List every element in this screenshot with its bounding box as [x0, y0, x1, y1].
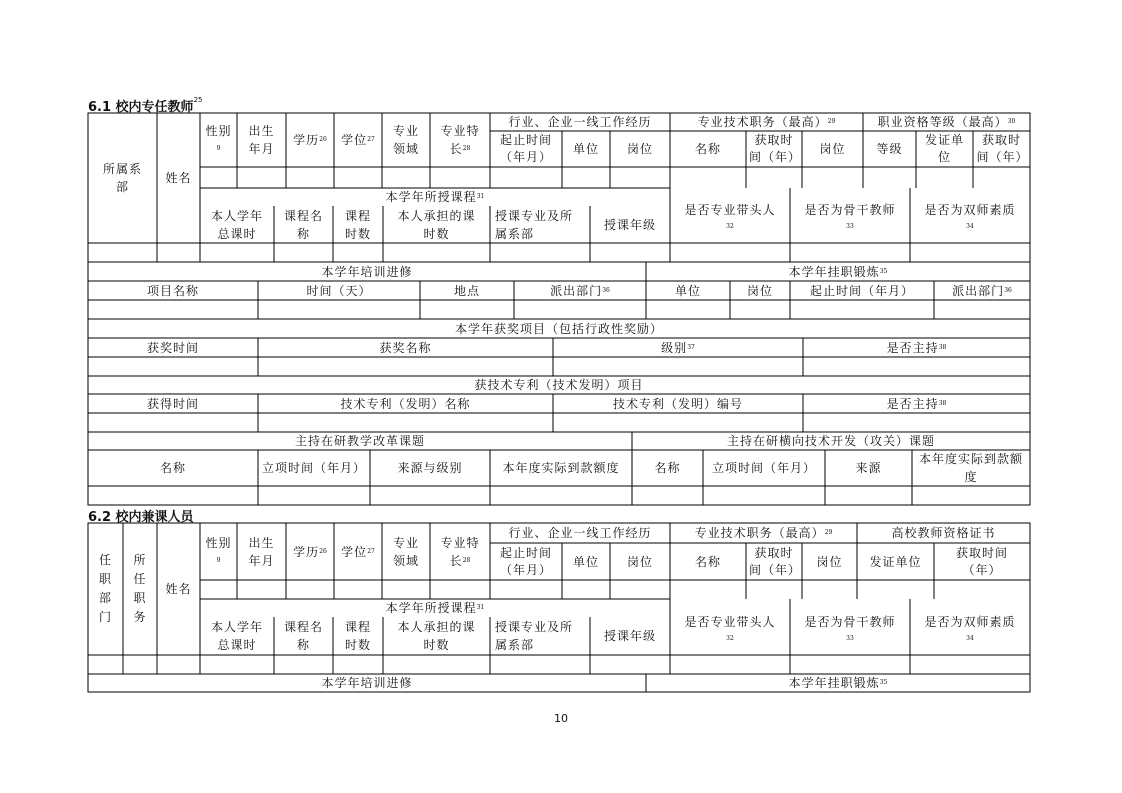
header-title-name-2: 名称: [694, 554, 721, 569]
header-degree: 学位 27: [341, 133, 375, 147]
header-post-3: 岗位: [746, 283, 773, 298]
header-is-host: 是否主持 38: [886, 340, 947, 355]
header-training: 本学年培训进修: [321, 264, 413, 279]
header-courses-2: 本学年所授课程 31: [385, 601, 485, 615]
header-project-time-2: 立项时间（年月）: [711, 461, 816, 475]
header-teach-grade: 授课年级: [603, 217, 656, 232]
header-period: 起止时间（年月）: [499, 133, 552, 164]
header-obtained-time: 获得时间: [146, 396, 199, 411]
header-office-dept: 任职部门: [98, 553, 112, 624]
header-reform-name: 名称: [159, 461, 186, 475]
header-dept: 所属系部: [102, 162, 142, 194]
header-unit-3: 单位: [572, 554, 599, 569]
header-specialty: 专业特长$^{28}$: [440, 124, 480, 156]
header-obtain-time-3: 获取时间（年）: [749, 545, 802, 577]
header-post: 岗位: [626, 142, 653, 156]
header-location: 地点: [453, 283, 480, 298]
header-education: 学历 26: [293, 133, 327, 147]
header-is-host-2: 是否主持 38: [886, 396, 947, 411]
header-funds: 本年度实际到款额度: [502, 461, 620, 475]
header-total-hours-2: 本人学年总课时: [210, 620, 263, 652]
header-project-name: 项目名称: [146, 283, 199, 298]
header-period-3: 起止时间（年月）: [499, 545, 552, 577]
header-is-dual-2: 是否为双师素质 34: [924, 614, 1016, 642]
header-gender: 性别$^9$: [205, 124, 232, 152]
header-placement-2: 本学年挂职锻炼 35: [788, 676, 888, 690]
header-course-hours-2: 课程时数: [344, 620, 371, 652]
section-title-6-1: 6.1 校内专任教师$^{25}$: [88, 96, 203, 115]
header-dispatch-2: 派出部门 36: [952, 283, 1012, 298]
header-course-hours: 课程时数: [344, 208, 371, 241]
header-awards: 本学年获奖项目（包括行政性奖励）: [454, 321, 663, 336]
header-course-name: 课程名称: [283, 208, 323, 241]
header-education-2: 学历 26: [293, 544, 327, 559]
header-source: 来源: [855, 461, 882, 475]
section-title-6-2: 6.2 校内兼课人员: [88, 510, 194, 525]
header-is-leader: 是否专业带头人 32: [684, 203, 776, 230]
header-obtain-time-4: 获取时间（年）: [955, 545, 1008, 577]
header-funds-2: 本年度实际到款额度: [918, 452, 1023, 484]
header-post-5: 岗位: [816, 554, 843, 569]
header-own-hours-2: 本人承担的课时数: [397, 620, 476, 652]
header-level: 级别 37: [661, 340, 695, 355]
header-gender-2: 性别$^9$: [205, 535, 232, 564]
header-dispatch: 派出部门 36: [550, 283, 610, 298]
header-issuer-2: 发证单位: [869, 554, 922, 569]
header-qual-level: 职业资格等级（最高） 30: [877, 115, 1016, 129]
header-time-days: 时间（天）: [306, 283, 372, 298]
header-name: 姓名: [165, 171, 192, 185]
header-award-time: 获奖时间: [146, 340, 199, 355]
header-field: 专业领域: [392, 124, 419, 156]
header-placement: 本学年挂职锻炼 35: [788, 264, 888, 279]
header-grade: 等级: [876, 142, 903, 156]
header-field-2: 专业领域: [392, 535, 419, 568]
header-project-time: 立项时间（年月）: [261, 461, 366, 475]
header-birth: 出生年月: [248, 124, 275, 156]
header-specialty-2: 专业特长$^{28}$: [440, 535, 480, 568]
header-industry-exp: 行业、企业一线工作经历: [508, 115, 652, 129]
header-unit-2: 单位: [674, 283, 701, 298]
header-courses: 本学年所授课程 31: [385, 190, 485, 204]
header-is-dual: 是否为双师素质 34: [924, 203, 1016, 230]
header-patent-name: 技术专利（发明）名称: [340, 396, 471, 411]
header-patent-no: 技术专利（发明）编号: [612, 396, 743, 411]
header-obtain-time: 获取时间（年）: [749, 133, 802, 164]
page-number: 10: [554, 712, 568, 725]
header-teach-reform: 主持在研教学改革课题: [294, 434, 425, 448]
header-training-2: 本学年培训进修: [321, 676, 413, 690]
header-patents: 获技术专利（技术发明）项目: [474, 378, 644, 392]
header-post-2: 岗位: [819, 142, 846, 156]
header-tech-title-2: 专业技术职务（最高） 29: [694, 526, 833, 540]
header-title-name: 名称: [694, 142, 721, 156]
header-is-backbone-2: 是否为骨干教师 33: [804, 614, 896, 642]
header-post-4: 岗位: [626, 554, 653, 569]
header-unit: 单位: [572, 142, 599, 156]
header-rd-name: 名称: [654, 461, 681, 475]
header-teach-grade-2: 授课年级: [603, 629, 656, 643]
header-name-2: 姓名: [165, 582, 192, 596]
header-industry-exp-2: 行业、企业一线工作经历: [508, 526, 652, 540]
header-hcert: 高校教师资格证书: [891, 526, 996, 540]
header-issuer: 发证单位: [924, 133, 964, 164]
header-source-level: 来源与级别: [397, 461, 463, 475]
header-is-leader-2: 是否专业带头人 32: [684, 614, 776, 642]
header-award-name: 获奖名称: [379, 340, 432, 355]
header-major-dept-2: 授课专业及所属系部: [495, 620, 574, 652]
header-major-dept: 授课专业及所属系部: [495, 208, 574, 241]
header-obtain-time-2: 获取时间（年）: [976, 133, 1029, 164]
header-period-2: 起止时间（年月）: [809, 283, 914, 298]
header-degree-2: 学位 27: [341, 544, 375, 559]
header-total-hours: 本人学年总课时: [210, 208, 263, 241]
header-rd: 主持在研横向技术开发（攻关）课题: [726, 434, 935, 448]
header-course-name-2: 课程名称: [283, 620, 323, 652]
header-tech-title: 专业技术职务（最高） 29: [697, 115, 836, 129]
header-office-post: 所任职务: [133, 553, 147, 624]
header-own-hours: 本人承担的课时数: [397, 208, 476, 241]
header-is-backbone: 是否为骨干教师 33: [804, 203, 896, 230]
header-birth-2: 出生年月: [248, 535, 275, 568]
